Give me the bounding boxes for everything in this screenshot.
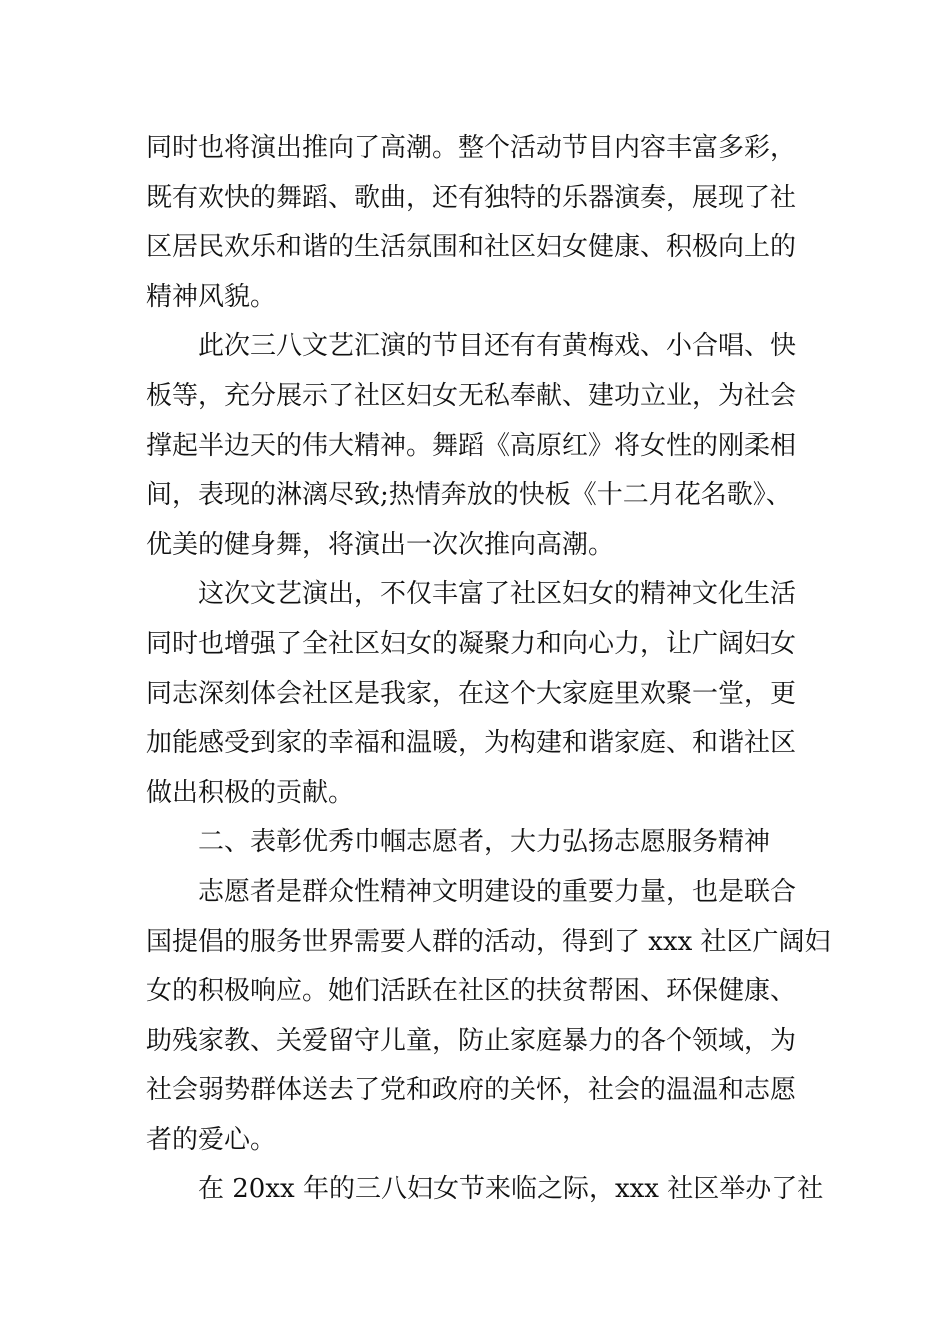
text-line: 区居民欢乐和谐的生活氛围和社区妇女健康、积极向上的: [146, 232, 797, 263]
text-line: 精神风貌。: [146, 281, 277, 312]
text-line: 这次文艺演出，不仅丰富了社区妇女的精神文化生活: [198, 579, 797, 610]
text-line: 加能感受到家的幸福和温暖，为构建和谐家庭、和谐社区: [146, 728, 797, 759]
text-line: 此次三八文艺汇演的节目还有有黄梅戏、小合唱、快: [198, 331, 797, 362]
text-line: 在 20xx 年的三八妇女节来临之际，xxx 社区举办了社: [198, 1174, 824, 1205]
text-line: 同时也将演出推向了高潮。整个活动节目内容丰富多彩，: [146, 133, 797, 163]
text-line: 做出积极的贡献。: [146, 777, 355, 808]
paragraph-1: [146, 124, 812, 322]
text-line: 二、表彰优秀巾帼志愿者，大力弘扬志愿服务精神: [198, 827, 771, 858]
paragraph-4: [146, 868, 831, 1166]
text-line: 国提倡的服务世界需要人群的活动，得到了 xxx 社区广阔妇: [146, 926, 831, 957]
text-line: 社会弱势群体送去了党和政府的关怀，社会的温温和志愿: [146, 1075, 797, 1106]
paragraph-3: [146, 570, 812, 818]
text-line: 者的爱心。: [146, 1124, 277, 1155]
text-line: 助残家教、关爱留守儿童，防止家庭暴力的各个领域，为: [146, 1025, 797, 1056]
text-line: 板等，充分展示了社区妇女无私奉献、建功立业，为社会: [146, 380, 797, 411]
section-heading: [146, 818, 812, 868]
document-body: [146, 124, 831, 1215]
text-line: 志愿者是群众性精神文明建设的重要力量，也是联合: [198, 876, 797, 907]
text-line: 撑起半边天的伟大精神。舞蹈《高原红》将女性的刚柔相: [146, 430, 797, 461]
text-line: 同时也增强了全社区妇女的凝聚力和向心力，让广阔妇女: [146, 628, 797, 659]
text-line: 既有欢快的舞蹈、歌曲，还有独特的乐器演奏，展现了社: [146, 182, 797, 213]
text-line: 同志深刻体会社区是我家，在这个大家庭里欢聚一堂，更: [146, 678, 797, 709]
text-line: 优美的健身舞，将演出一次次推向高潮。: [146, 529, 615, 560]
text-line: 间，表现的淋漓尽致;热情奔放的快板《十二月花名歌》、: [146, 480, 792, 511]
paragraph-2: [146, 322, 812, 570]
text-line: 女的积极响应。她们活跃在社区的扶贫帮困、环保健康、: [146, 976, 797, 1007]
paragraph-5: [146, 1165, 824, 1215]
